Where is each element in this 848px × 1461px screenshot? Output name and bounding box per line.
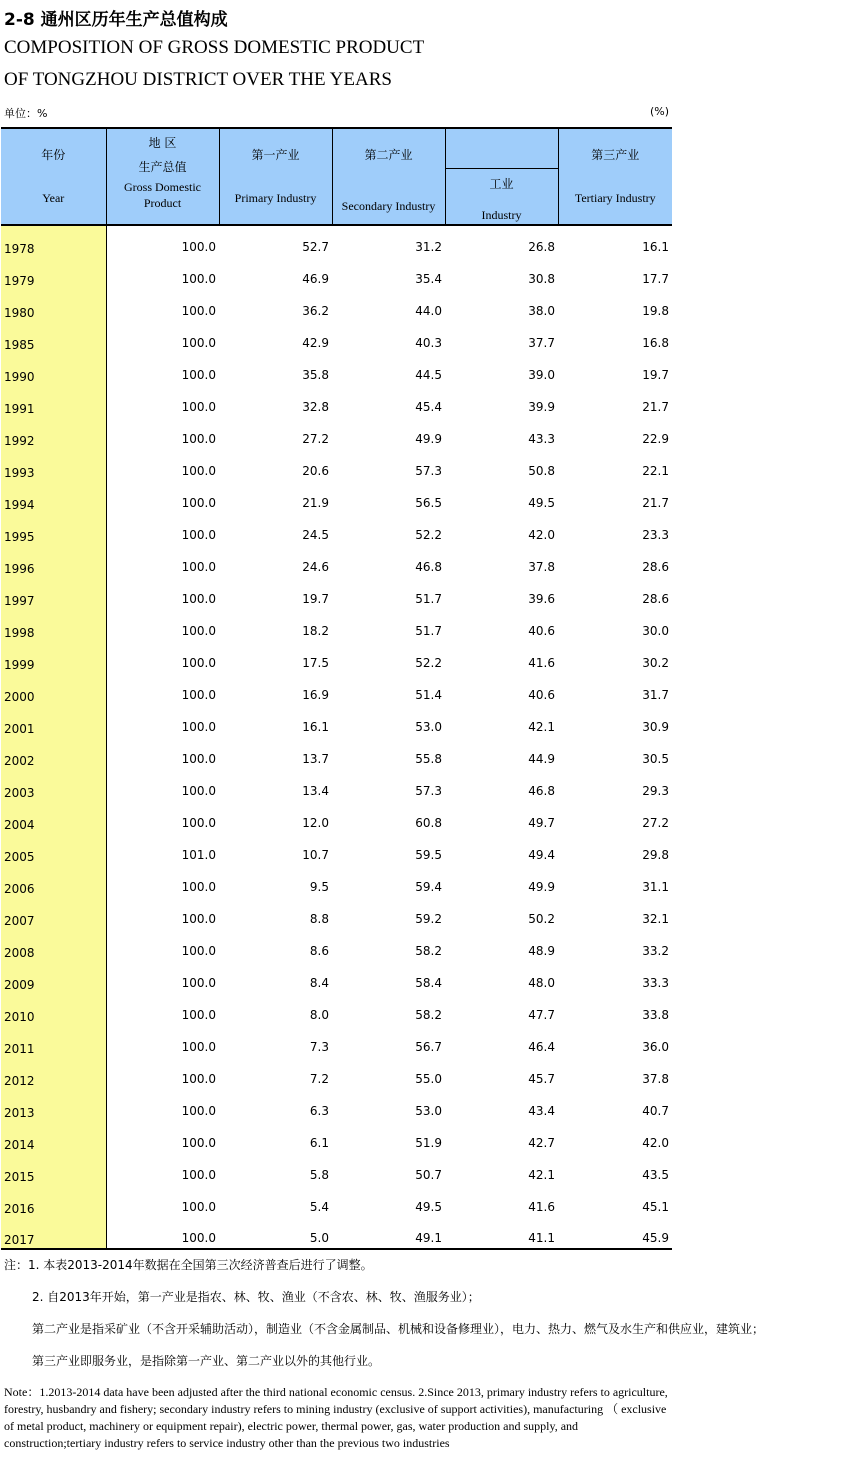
- cell-year: 1999: [1, 641, 106, 673]
- table-row: [1, 225, 672, 257]
- cell-tertiary: 32.1: [642, 911, 669, 926]
- table-body: [1, 225, 672, 1249]
- cell-tertiary: 45.1: [642, 1199, 669, 1214]
- cell-primary: 20.6: [302, 463, 329, 478]
- table-row: [1, 1185, 672, 1217]
- cell-tertiary: 30.0: [642, 623, 669, 638]
- cell-tertiary: 36.0: [642, 1039, 669, 1054]
- cell-tertiary: 16.8: [642, 335, 669, 350]
- cell-gdp: 100.0: [181, 655, 216, 670]
- header-year-en: Year: [42, 191, 65, 205]
- cell-secondary: 56.7: [415, 1039, 442, 1054]
- cell-industry: 48.0: [528, 975, 555, 990]
- note-en: Note：1.2013-2014 data have been adjusted after the third national economic census. 2.Since 2013, primary industry refers to agriculture, forestry, husbandry and fishery; secondary industry refers to mining industry (exclusive of support activities), manufacturing （ exclusive of metal product, machinery or equipment repair), electric power, thermal power, gas, water production and supply, and construction;tertiary industry refers to service industry other than the previous two industries: [4, 1385, 668, 1450]
- cell-tertiary: 30.2: [642, 655, 669, 670]
- cell-industry: 39.6: [528, 591, 555, 606]
- cell-gdp: 100.0: [181, 1007, 216, 1022]
- cell-primary: 6.3: [309, 1103, 329, 1118]
- cell-primary: 7.2: [309, 1071, 329, 1086]
- cell-secondary: 58.4: [415, 975, 442, 990]
- cell-secondary: 56.5: [415, 495, 442, 510]
- header-industry: [445, 168, 558, 225]
- cell-gdp: 100.0: [181, 463, 216, 478]
- cell-year: 2006: [1, 865, 106, 897]
- cell-year: 2001: [1, 705, 106, 737]
- cell-primary: 12.0: [302, 815, 329, 830]
- cell-secondary: 55.0: [415, 1071, 442, 1086]
- cell-gdp: 100.0: [106, 1217, 219, 1249]
- cell-tertiary: 31.7: [642, 687, 669, 702]
- cell-primary: 6.1: [309, 1135, 329, 1150]
- cell-secondary: 58.2: [415, 1007, 442, 1022]
- table-row: [1, 257, 672, 289]
- cell-secondary: 44.5: [415, 367, 442, 382]
- cell-tertiary: 22.1: [642, 463, 669, 478]
- cell-secondary: 51.7: [415, 591, 442, 606]
- table-title-en-line2: OF TONGZHOU DISTRICT OVER THE YEARS: [4, 69, 392, 90]
- header-secondary-span: [445, 128, 558, 168]
- cell-tertiary: 17.7: [642, 271, 669, 286]
- table-row: [1, 545, 672, 577]
- cell-tertiary: 37.8: [642, 1071, 669, 1086]
- cell-industry: 39.9: [528, 399, 555, 414]
- header-gdp-en: Gross Domestic Product: [124, 180, 201, 210]
- cell-secondary: 52.2: [415, 655, 442, 670]
- cell-secondary: 49.5: [415, 1199, 442, 1214]
- cell-secondary: 53.0: [415, 1103, 442, 1118]
- table-row: [1, 417, 672, 449]
- cell-gdp: 100.0: [181, 303, 216, 318]
- header-industry-cn: 工业: [489, 176, 514, 191]
- cell-secondary: 45.4: [415, 399, 442, 414]
- cell-secondary: 51.7: [415, 623, 442, 638]
- cell-gdp: 100.0: [181, 815, 216, 830]
- cell-primary: 46.9: [302, 271, 329, 286]
- cell-tertiary: 29.8: [642, 847, 669, 862]
- cell-industry: 46.4: [528, 1039, 555, 1054]
- cell-secondary: 49.9: [415, 431, 442, 446]
- cell-gdp: 100.0: [181, 751, 216, 766]
- cell-industry: 49.4: [528, 847, 555, 862]
- cell-gdp: 100.0: [181, 431, 216, 446]
- cell-industry: 49.7: [528, 815, 555, 830]
- note-cn-2: 2. 自2013年开始，第一产业是指农、林、牧、渔业（不含农、林、牧、渔服务业）；: [32, 1290, 480, 1304]
- cell-gdp: 100.0: [181, 527, 216, 542]
- cell-tertiary: 21.7: [642, 399, 669, 414]
- cell-industry: 40.6: [528, 687, 555, 702]
- cell-industry: 43.3: [528, 431, 555, 446]
- header-primary: [219, 128, 332, 225]
- cell-primary: 5.4: [309, 1199, 329, 1214]
- cell-tertiary: 23.3: [642, 527, 669, 542]
- cell-year: 2013: [1, 1089, 106, 1121]
- cell-primary: 19.7: [302, 591, 329, 606]
- table-row: [1, 1217, 672, 1249]
- cell-secondary: 40.3: [415, 335, 442, 350]
- cell-gdp: 100.0: [181, 495, 216, 510]
- cell-tertiary: 30.9: [642, 719, 669, 734]
- cell-gdp: 100.0: [181, 783, 216, 798]
- cell-year: 1998: [1, 609, 106, 641]
- cell-gdp: 100.0: [181, 911, 216, 926]
- cell-secondary: 49.1: [332, 1217, 445, 1249]
- cell-industry: 40.6: [528, 623, 555, 638]
- header-gdp-cn1: 地 区: [148, 136, 177, 150]
- cell-tertiary: 45.9: [558, 1217, 672, 1249]
- cell-year: 2010: [1, 993, 106, 1025]
- cell-primary: 42.9: [302, 335, 329, 350]
- cell-tertiary: 40.7: [642, 1103, 669, 1118]
- table-row: [1, 641, 672, 673]
- cell-primary: 17.5: [302, 655, 329, 670]
- cell-year: 2005: [1, 833, 106, 865]
- table-row: [1, 449, 672, 481]
- header-tertiary-en: Tertiary Industry: [574, 191, 656, 205]
- cell-year: 2011: [1, 1025, 106, 1057]
- cell-year: 2017: [1, 1217, 106, 1249]
- table-row: [1, 321, 672, 353]
- cell-tertiary: 33.8: [642, 1007, 669, 1022]
- cell-industry: 37.7: [528, 335, 555, 350]
- cell-year: 1993: [1, 449, 106, 481]
- cell-industry: 45.7: [528, 1071, 555, 1086]
- cell-industry: 48.9: [528, 943, 555, 958]
- gdp-composition-table: [1, 127, 672, 1250]
- cell-primary: 5.0: [219, 1217, 332, 1249]
- cell-primary: 52.7: [302, 239, 329, 254]
- cell-secondary: 31.2: [415, 239, 442, 254]
- cell-tertiary: 31.1: [642, 879, 669, 894]
- cell-gdp: 100.0: [181, 1039, 216, 1054]
- table-row: [1, 769, 672, 801]
- cell-year: 1994: [1, 481, 106, 513]
- cell-year: 2000: [1, 673, 106, 705]
- cell-gdp: 100.0: [181, 623, 216, 638]
- cell-primary: 5.8: [309, 1167, 329, 1182]
- cell-gdp: 100.0: [181, 399, 216, 414]
- cell-gdp: 100.0: [181, 335, 216, 350]
- cell-industry: 41.1: [445, 1217, 558, 1249]
- header-tertiary-cn: 第三产业: [591, 148, 640, 162]
- table-row: [1, 385, 672, 417]
- note-cn-4: 第三产业即服务业，是指除第一产业、第二产业以外的其他行业。: [32, 1354, 381, 1368]
- cell-gdp: 100.0: [181, 239, 216, 254]
- cell-primary: 8.4: [309, 975, 329, 990]
- cell-secondary: 51.4: [415, 687, 442, 702]
- cell-primary: 10.7: [302, 847, 329, 862]
- table-row: [1, 1057, 672, 1089]
- cell-gdp: 100.0: [181, 1103, 216, 1118]
- cell-industry: 44.9: [528, 751, 555, 766]
- cell-year: 2007: [1, 897, 106, 929]
- cell-year: 1997: [1, 577, 106, 609]
- cell-year: 2012: [1, 1057, 106, 1089]
- cell-secondary: 58.2: [415, 943, 442, 958]
- cell-industry: 49.9: [528, 879, 555, 894]
- table-row: [1, 513, 672, 545]
- table-row: [1, 289, 672, 321]
- table-title-en-line1: COMPOSITION OF GROSS DOMESTIC PRODUCT: [4, 37, 425, 58]
- cell-tertiary: 42.0: [642, 1135, 669, 1150]
- cell-primary: 13.4: [302, 783, 329, 798]
- header-gdp-cn2: 生产总值: [138, 160, 187, 174]
- header-tertiary: [558, 128, 672, 225]
- table-title-cn: 2-8 通州区历年生产总值构成: [4, 10, 228, 30]
- cell-tertiary: 33.2: [642, 943, 669, 958]
- cell-industry: 50.2: [528, 911, 555, 926]
- cell-primary: 7.3: [309, 1039, 329, 1054]
- note-cn-3: 第二产业是指采矿业（不含开采辅助活动），制造业（不含金属制品、机械和设备修理业），电力、热力、燃气及水生产和供应业，建筑业；: [32, 1322, 765, 1336]
- cell-year: 2014: [1, 1121, 106, 1153]
- cell-year: 2015: [1, 1153, 106, 1185]
- cell-year: 2002: [1, 737, 106, 769]
- header-secondary-cn: 第二产业: [364, 148, 413, 162]
- cell-industry: 46.8: [528, 783, 555, 798]
- cell-industry: 41.6: [528, 1199, 555, 1214]
- cell-tertiary: 21.7: [642, 495, 669, 510]
- cell-tertiary: 22.9: [642, 431, 669, 446]
- cell-gdp: 100.0: [181, 975, 216, 990]
- cell-gdp: 100.0: [181, 367, 216, 382]
- cell-secondary: 60.8: [415, 815, 442, 830]
- table-row: [1, 833, 672, 865]
- cell-year: 2003: [1, 769, 106, 801]
- cell-tertiary: 19.8: [642, 303, 669, 318]
- table-row: [1, 929, 672, 961]
- cell-year: 1996: [1, 545, 106, 577]
- cell-secondary: 55.8: [415, 751, 442, 766]
- cell-secondary: 52.2: [415, 527, 442, 542]
- cell-primary: 24.6: [302, 559, 329, 574]
- cell-industry: 41.6: [528, 655, 555, 670]
- cell-year: 1991: [1, 385, 106, 417]
- cell-gdp: 100.0: [181, 1199, 216, 1214]
- cell-tertiary: 28.6: [642, 559, 669, 574]
- cell-secondary: 59.2: [415, 911, 442, 926]
- cell-secondary: 59.5: [415, 847, 442, 862]
- cell-tertiary: 33.3: [642, 975, 669, 990]
- cell-year: 1978: [1, 225, 106, 257]
- cell-primary: 9.5: [309, 879, 329, 894]
- unit-label-en: (%): [650, 105, 670, 118]
- cell-gdp: 100.0: [181, 687, 216, 702]
- cell-secondary: 44.0: [415, 303, 442, 318]
- cell-tertiary: 19.7: [642, 367, 669, 382]
- cell-gdp: 100.0: [181, 879, 216, 894]
- table-row: [1, 481, 672, 513]
- cell-industry: 38.0: [528, 303, 555, 318]
- header-gdp: [106, 128, 219, 225]
- cell-tertiary: 29.3: [642, 783, 669, 798]
- cell-tertiary: 43.5: [642, 1167, 669, 1182]
- table-row: [1, 577, 672, 609]
- table-row: [1, 705, 672, 737]
- header-secondary-en: Secondary Industry: [341, 199, 436, 213]
- cell-tertiary: 30.5: [642, 751, 669, 766]
- cell-secondary: 51.9: [415, 1135, 442, 1150]
- cell-gdp: 100.0: [181, 1167, 216, 1182]
- cell-year: 2004: [1, 801, 106, 833]
- cell-primary: 16.1: [302, 719, 329, 734]
- cell-year: 2009: [1, 961, 106, 993]
- cell-industry: 42.1: [528, 719, 555, 734]
- table-row: [1, 897, 672, 929]
- header-year-cn: 年份: [41, 148, 66, 162]
- cell-primary: 27.2: [302, 431, 329, 446]
- table-row: [1, 801, 672, 833]
- cell-secondary: 53.0: [415, 719, 442, 734]
- cell-primary: 18.2: [302, 623, 329, 638]
- cell-industry: 42.7: [528, 1135, 555, 1150]
- header-primary-en: Primary Industry: [234, 191, 317, 205]
- cell-primary: 24.5: [302, 527, 329, 542]
- cell-industry: 43.4: [528, 1103, 555, 1118]
- cell-year: 2016: [1, 1185, 106, 1217]
- cell-industry: 42.1: [528, 1167, 555, 1182]
- cell-secondary: 46.8: [415, 559, 442, 574]
- table-row: [1, 865, 672, 897]
- table-row: [1, 961, 672, 993]
- cell-year: 2008: [1, 929, 106, 961]
- cell-industry: 42.0: [528, 527, 555, 542]
- cell-gdp: 100.0: [181, 1071, 216, 1086]
- cell-gdp: 100.0: [181, 1135, 216, 1150]
- table-row: [1, 1089, 672, 1121]
- cell-secondary: 57.3: [415, 463, 442, 478]
- cell-gdp: 100.0: [181, 271, 216, 286]
- note-cn-1: 注：1. 本表2013-2014年数据在全国第三次经济普查后进行了调整。: [4, 1258, 373, 1272]
- cell-industry: 50.8: [528, 463, 555, 478]
- cell-industry: 47.7: [528, 1007, 555, 1022]
- cell-primary: 8.8: [309, 911, 329, 926]
- unit-label: 单位：%: [4, 107, 48, 120]
- cell-secondary: 50.7: [415, 1167, 442, 1182]
- cell-industry: 39.0: [528, 367, 555, 382]
- cell-primary: 8.6: [309, 943, 329, 958]
- cell-primary: 35.8: [302, 367, 329, 382]
- header-industry-en: Industry: [481, 207, 522, 222]
- cell-gdp: 100.0: [181, 591, 216, 606]
- header-secondary-lower: [332, 168, 445, 225]
- table-row: [1, 737, 672, 769]
- table-row: [1, 1121, 672, 1153]
- cell-gdp: 100.0: [181, 719, 216, 734]
- header-secondary: [332, 128, 445, 168]
- cell-tertiary: 27.2: [642, 815, 669, 830]
- cell-secondary: 57.3: [415, 783, 442, 798]
- cell-industry: 30.8: [528, 271, 555, 286]
- cell-year: 1992: [1, 417, 106, 449]
- cell-year: 1995: [1, 513, 106, 545]
- cell-gdp: 100.0: [181, 943, 216, 958]
- cell-tertiary: 28.6: [642, 591, 669, 606]
- table-row: [1, 1025, 672, 1057]
- cell-secondary: 35.4: [415, 271, 442, 286]
- cell-primary: 13.7: [302, 751, 329, 766]
- cell-tertiary: 16.1: [642, 239, 669, 254]
- table-row: [1, 993, 672, 1025]
- table-row: [1, 673, 672, 705]
- table-row: [1, 1153, 672, 1185]
- cell-industry: 37.8: [528, 559, 555, 574]
- cell-secondary: 59.4: [415, 879, 442, 894]
- cell-primary: 16.9: [302, 687, 329, 702]
- cell-primary: 8.0: [309, 1007, 329, 1022]
- cell-year: 1985: [1, 321, 106, 353]
- cell-gdp: 101.0: [181, 847, 216, 862]
- table-row: [1, 609, 672, 641]
- cell-industry: 49.5: [528, 495, 555, 510]
- cell-primary: 21.9: [302, 495, 329, 510]
- cell-primary: 36.2: [302, 303, 329, 318]
- cell-industry: 26.8: [528, 239, 555, 254]
- cell-primary: 32.8: [302, 399, 329, 414]
- cell-year: 1979: [1, 257, 106, 289]
- table-row: [1, 353, 672, 385]
- cell-year: 1980: [1, 289, 106, 321]
- header-primary-cn: 第一产业: [251, 148, 300, 162]
- header-year: [1, 128, 106, 225]
- cell-gdp: 100.0: [181, 559, 216, 574]
- cell-year: 1990: [1, 353, 106, 385]
